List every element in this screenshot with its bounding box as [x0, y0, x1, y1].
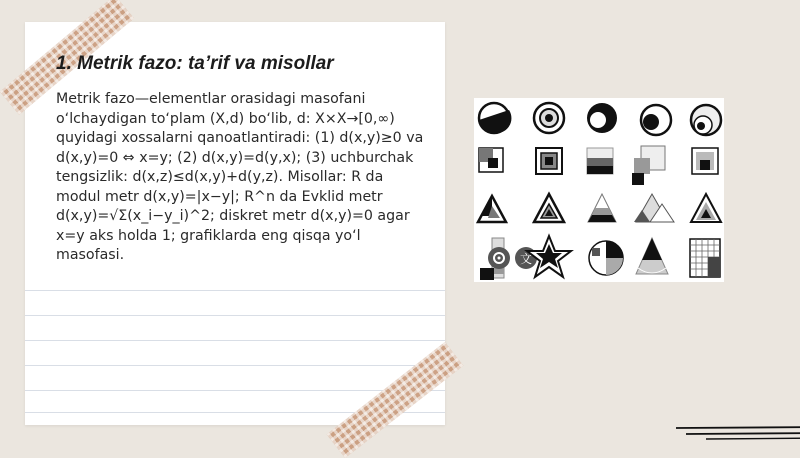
triangle-shape [691, 194, 721, 222]
square-shape [479, 148, 503, 172]
square-shape [632, 146, 665, 185]
star-shape [527, 236, 571, 277]
geometric-shapes-image [474, 98, 724, 282]
slide-body-text: Metrik fazo—elementlar orasidagi masofani o‘lchaydigan to‘plam (X,d) bo‘lib, d: X×X→[0,∞) quyidagi xossalarni qanoatlantiradi: (1) d(x,y)≥0 va d(x,y)=0 ⇔ x=y; (2) d(x,y)=d(y,x); (3) uchburchak tengsizlik: d(x,z)≤d(x,y)+d(y,z). Misollar: R da modul metr d(x,y)=|x−y|; R^n da Evklid metr d(x,y)=√Σ(x_i−y_i)^2; diskret metr d(x,y)=0 agar x=y aks holda 1; grafiklarda eng qisqa yo‘l masofasi. [56, 91, 424, 263]
square-shape [692, 148, 718, 174]
square-shape [536, 148, 562, 174]
triangle-shape [634, 194, 674, 222]
grid-shape [690, 239, 720, 277]
triangle-shape [534, 194, 564, 222]
circle-shape [479, 103, 511, 133]
circle-shape [691, 105, 721, 135]
triangle-shape [478, 196, 506, 222]
square-shape [587, 148, 613, 174]
decorative-lines [676, 425, 800, 441]
ruled-line [25, 365, 445, 366]
cone-shape [636, 238, 668, 274]
circle-shape [534, 103, 564, 133]
lens-icon[interactable] [488, 247, 510, 269]
slide-title: 1. Metrik fazo: ta’rif va misollar [56, 53, 334, 74]
ruled-line [25, 340, 445, 341]
ruled-line [25, 315, 445, 316]
triangle-shape [588, 194, 616, 222]
circle-shape [641, 105, 671, 135]
svg-text:文: 文 [519, 252, 533, 266]
circle-shape [587, 103, 617, 133]
circle-wedge-shape [589, 241, 623, 275]
ruled-line [25, 290, 445, 291]
